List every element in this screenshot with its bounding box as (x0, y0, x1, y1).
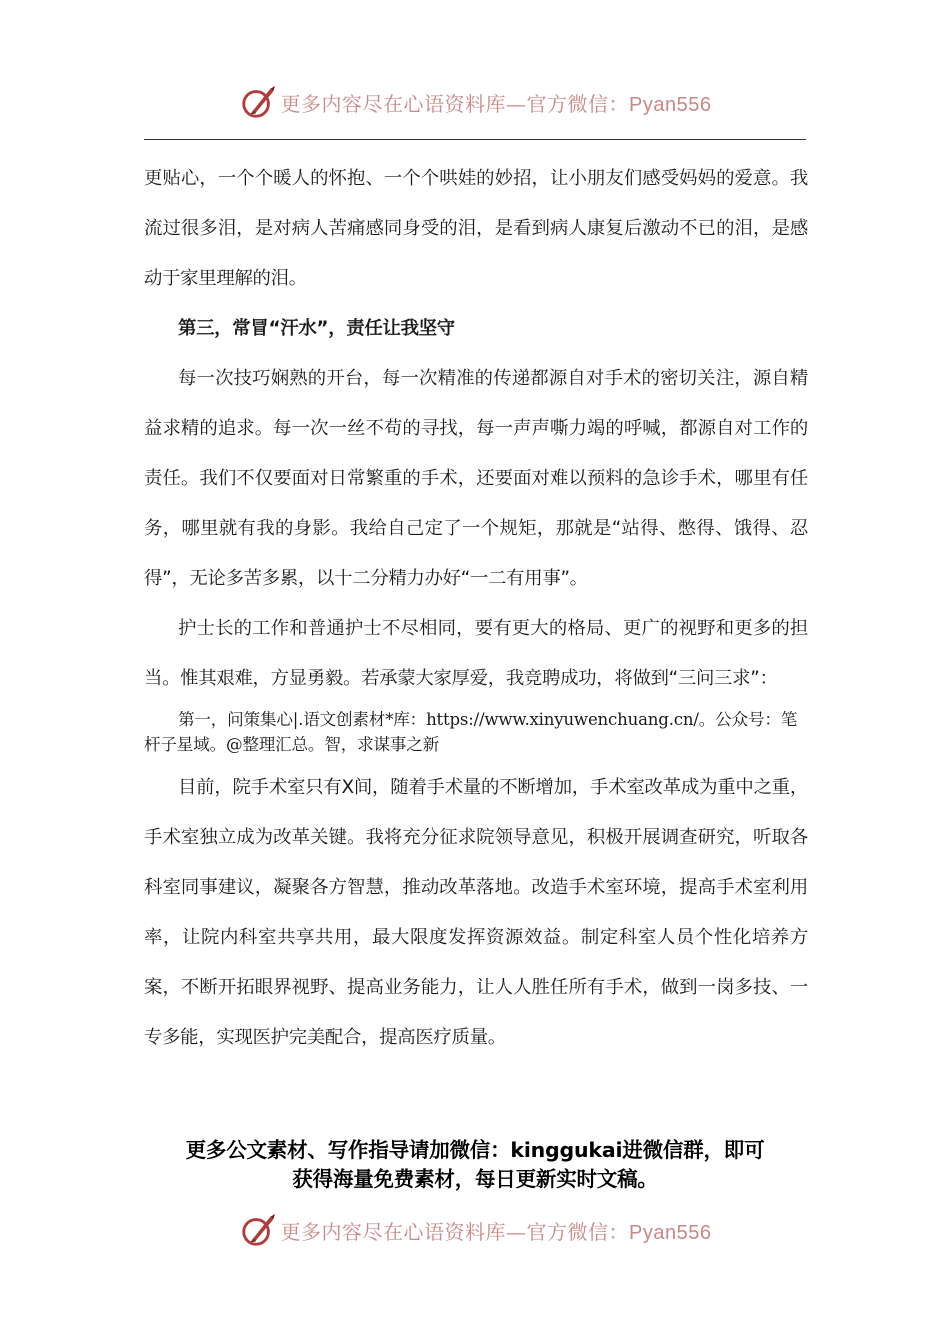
header-banner-cn: 更多内容尽在心语资料库—官方微信： (280, 91, 630, 116)
header-divider (144, 139, 806, 140)
footer-promo-line-2: 获得海量免费素材，每日更新实时文稿。 (292, 1167, 658, 1191)
paragraph-4: 第一，问策集心|.语文创素材*库：https://www.xinyuwenchuang.cn/。公众号：笔杆子星域。@整理汇总。智，求谋事之新 (144, 710, 798, 754)
quill-logo-icon (239, 1211, 277, 1249)
quill-logo-icon (239, 83, 277, 121)
footer-banner-cn: 更多内容尽在心语资料库—官方微信： (280, 1219, 630, 1244)
section-heading-3: 第三，常冒“汗水”，责任让我坚守 (178, 318, 455, 339)
paragraph-3: 护士长的工作和普通护士不尽相同，要有更大的格局、更广的视野和更多的担当。惟其艰难，方显勇毅。若承蒙大家厚爱，我竞聘成功，将做到“三问三求”： (144, 618, 808, 689)
footer-promo-line-1: 更多公文素材、写作指导请加微信：kinggukai进微信群，即可 (185, 1138, 765, 1162)
paragraph-5: 目前，院手术室只有X间，随着手术量的不断增加，手术室改革成为重中之重，手术室独立成为改革关键。我将充分征求院领导意见，积极开展调查研究，听取各科室同事建议，凝聚各方智慧，推动改革落地。改造手术室环境，提高手术室利用率，让院内科室共享共用，最大限度发挥资源效益。制定科室人员个性化培养方案，不断开拓眼界视野、提高业务能力，让人人胜任所有手术，做到一岗多技、一专多能，实现医护完美配合，提高医疗质量。 (144, 777, 808, 1048)
header-banner (0, 80, 950, 124)
footer-promo (144, 1136, 806, 1194)
header-banner-text (281, 88, 712, 117)
document-body (144, 154, 808, 1063)
footer-banner-text (281, 1216, 712, 1245)
footer-banner-id: Pyan556 (629, 1221, 712, 1244)
paragraph-2: 每一次技巧娴熟的开台，每一次精准的传递都源自对手术的密切关注，源自精益求精的追求。每一次一丝不苟的寻找，每一声声嘶力竭的呼喊，都源自对工作的责任。我们不仅要面对日常繁重的手术，还要面对难以预料的急诊手术，哪里有任务，哪里就有我的身影。我给自己定了一个规矩，那就是“站得、憋得、饿得、忍得”，无论多苦多累，以十二分精力办好“一二有用事”。 (144, 368, 808, 589)
header-banner-id: Pyan556 (629, 93, 712, 116)
paragraph-1: 更贴心，一个个暖人的怀抱、一个个哄娃的妙招，让小朋友们感受妈妈的爱意。我流过很多泪，是对病人苦痛感同身受的泪，是看到病人康复后激动不已的泪，是感动于家里理解的泪。 (144, 168, 808, 289)
footer-banner (0, 1208, 950, 1252)
